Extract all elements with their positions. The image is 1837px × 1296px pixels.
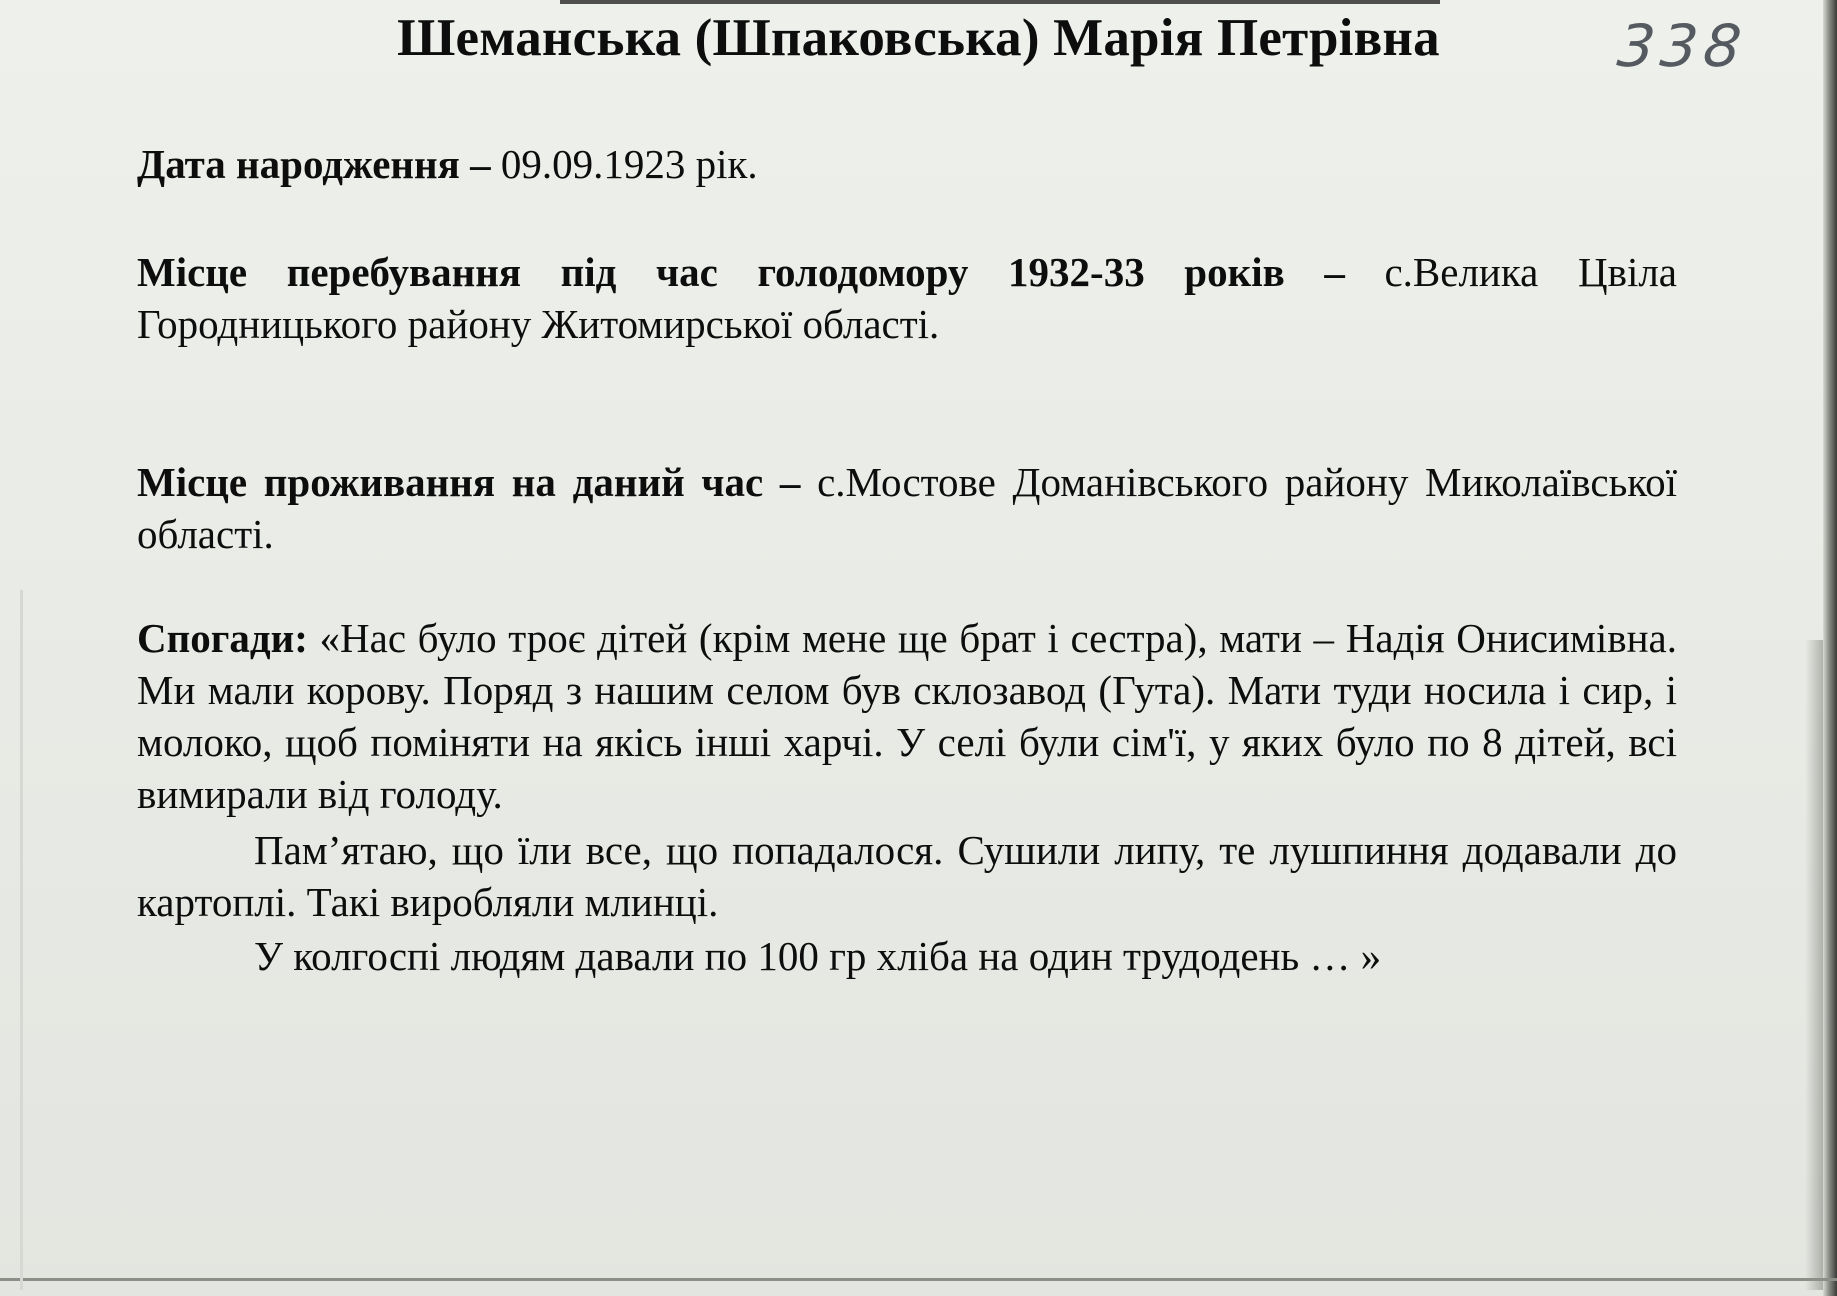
famine-place-value: с.Велика Цвіла Городницького району Житомирської області. bbox=[137, 249, 1677, 347]
bottom-edge-line bbox=[0, 1278, 1837, 1281]
memories-label: Спогади: bbox=[137, 615, 308, 661]
famine-place-label: Місце перебування під час голодомору 1932-33 років – bbox=[137, 249, 1345, 295]
page-title: Шеманська (Шпаковська) Марія Петрівна bbox=[397, 9, 1440, 67]
top-cut-line bbox=[560, 0, 1440, 4]
birth-date-label: Дата народження – bbox=[137, 141, 491, 187]
current-residence-value: с.Мостове Доманівського району Миколаївської області. bbox=[137, 459, 1677, 557]
handwritten-page-number: 338 bbox=[1614, 12, 1751, 80]
birth-date-value: 09.09.1923 рік. bbox=[490, 141, 758, 187]
left-crease bbox=[20, 590, 23, 1290]
memories-paragraph-2: Пам’ятаю, що їли все, що попадалося. Сушили липу, те лушпиння додавали до картоплі. Такі виробляли млинці. bbox=[137, 827, 1677, 925]
page-edge-shadow bbox=[1823, 0, 1837, 1296]
page-edge-shadow-lower bbox=[1805, 640, 1823, 1290]
birth-date-field bbox=[137, 138, 1677, 190]
memories-paragraph-1 bbox=[137, 612, 1677, 820]
current-residence-label: Місце проживання на даний час – bbox=[137, 459, 801, 505]
famine-place-field bbox=[137, 246, 1677, 350]
current-residence-field bbox=[137, 456, 1677, 560]
memories-paragraph-3: У колгоспі людям давали по 100 гр хліба на один трудодень … » bbox=[254, 933, 1382, 979]
memories-text-1: «Нас було троє дітей (крім мене ще брат і сестра), мати – Надія Онисимівна. Ми мали корову. Поряд з нашим селом був склозавод (Гута). Мати туди носила і сир, і молоко, щоб поміняти на якісь інші харчі. У селі були сім'ї, у яких було по 8 дітей, всі вимирали від голоду. bbox=[137, 615, 1677, 817]
